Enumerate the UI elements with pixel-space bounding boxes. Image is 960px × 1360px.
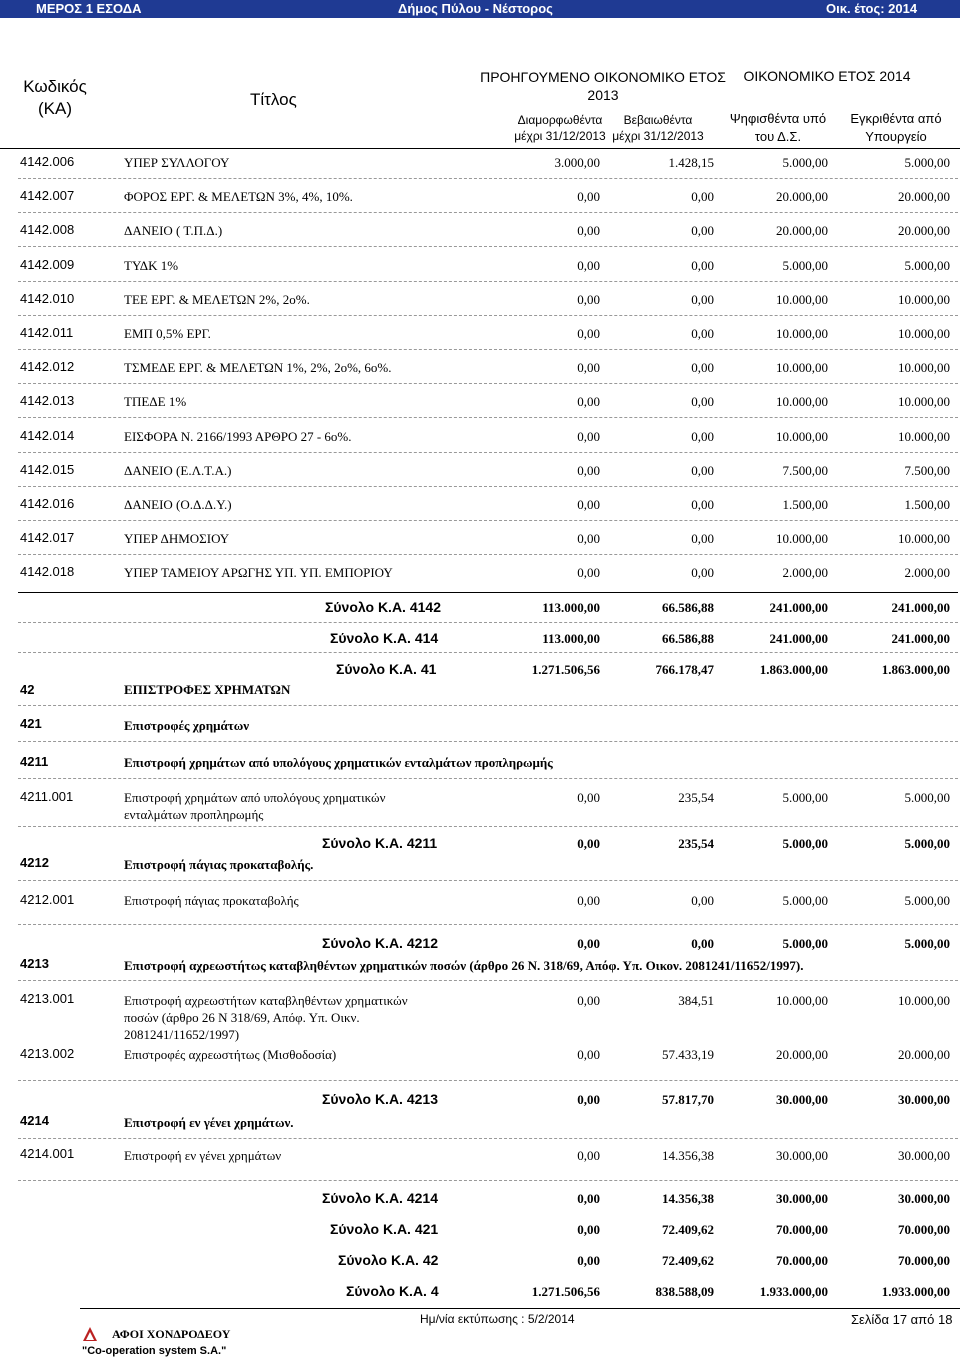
row-code: 4142.007 [20,188,75,203]
section-42-code: 42 [20,682,35,697]
row-value-approved: 7.500,00 [904,463,950,478]
row-value-confirmed: 0,00 [691,429,714,444]
total-4211-v2: 235,54 [678,836,714,851]
item-4211-001-v1: 0,00 [577,790,600,805]
item-4213-001-line1: Επιστροφή αχρεωστήτων καταβληθέντων χρηματικών [124,993,408,1008]
item-4212-001-v2: 0,00 [691,893,714,908]
item-4214-001-v1: 0,00 [577,1148,600,1163]
header-divider [0,148,960,149]
row-code: 4142.013 [20,393,75,408]
row-code: 4142.008 [20,222,75,237]
row-value-voted: 10.000,00 [776,429,828,444]
total-42-v3: 70.000,00 [776,1253,828,1268]
item-4211-001-line1: Επιστροφή χρημάτων από υπολόγους χρηματικών [124,790,386,805]
total-421-v1: 0,00 [577,1222,600,1237]
header-title: Τίτλος [250,90,297,109]
row-value-voted: 1.500,00 [782,497,828,512]
total-4213-v4: 30.000,00 [898,1092,950,1107]
row-value-formed: 3.000,00 [554,155,600,170]
fiscal-year: Οικ. έτος: 2014 [826,1,918,16]
row-code: 4142.006 [20,154,75,169]
row-value-confirmed: 0,00 [691,326,714,341]
row-value-formed: 0,00 [577,565,600,580]
divider [18,1180,958,1181]
row-value-confirmed: 0,00 [691,565,714,580]
total-4142-label: Σύνολο Κ.Α. 4142 [325,599,441,615]
total-4211-v4: 5.000,00 [904,836,950,851]
row-title: ΕΜΠ 0,5% ΕΡΓ. [124,326,211,341]
item-4213-002-v4: 20.000,00 [898,1047,950,1062]
section-4212-code: 4212 [20,855,49,870]
row-code: 4142.015 [20,462,75,477]
item-4212-001-v4: 5.000,00 [904,893,950,908]
row-divider [18,383,958,384]
section-4211-code: 4211 [20,754,49,769]
item-4213-001-code: 4213.001 [20,991,75,1006]
total-4213-v2: 57.817,70 [662,1092,714,1107]
row-divider [18,246,958,247]
total-4212-v2: 0,00 [691,936,714,951]
total-414-v3: 241.000,00 [769,631,828,646]
row-code: 4142.018 [20,564,75,579]
row-value-formed: 0,00 [577,292,600,307]
total-4212-v4: 5.000,00 [904,936,950,951]
row-value-approved: 10.000,00 [898,292,950,307]
row-code: 4142.010 [20,291,75,306]
row-value-voted: 20.000,00 [776,223,828,238]
total-4214-v1: 0,00 [577,1191,600,1206]
header-cur-col2: Εγκριθέντα από Υπουργείο [850,111,942,144]
section-4211-title: Επιστροφή χρημάτων από υπολόγους χρηματικών ενταλμάτων προπληρωμής [124,755,553,770]
row-value-approved: 10.000,00 [898,394,950,409]
total-414-v1: 113.000,00 [542,631,600,646]
total-42-v1: 0,00 [577,1253,600,1268]
row-code: 4142.012 [20,359,75,374]
row-value-voted: 10.000,00 [776,292,828,307]
row-value-approved: 5.000,00 [904,155,950,170]
row-title: ΤΕΕ ΕΡΓ. & ΜΕΛΕΤΩΝ 2%, 2ο%. [124,292,310,307]
section-4214-code: 4214 [20,1113,49,1128]
divider [18,622,958,623]
total-4213-v3: 30.000,00 [776,1092,828,1107]
item-4211-001-v4: 5.000,00 [904,790,950,805]
total-4-v1: 1.271.506,56 [531,1284,600,1299]
row-divider [18,349,958,350]
row-value-confirmed: 0,00 [691,497,714,512]
row-divider [18,315,958,316]
total-4213-label: Σύνολο Κ.Α. 4213 [322,1091,438,1107]
divider [18,652,958,653]
section-4214-title: Επιστροφή εν γένει χρημάτων. [124,1115,294,1130]
section-421-title: Επιστροφές χρημάτων [124,718,250,733]
row-title: ΤΥΔΚ 1% [124,258,179,273]
row-value-formed: 0,00 [577,463,600,478]
divider [18,880,958,881]
item-4214-001-title: Επιστροφή εν γένει χρημάτων [124,1148,282,1163]
total-41-v1: 1.271.506,56 [531,662,600,677]
row-divider [18,554,958,555]
row-divider [18,486,958,487]
total-4-label: Σύνολο Κ.Α. 4 [346,1283,439,1299]
row-value-formed: 0,00 [577,429,600,444]
row-value-formed: 0,00 [577,360,600,375]
item-4211-001-v2: 235,54 [678,790,714,805]
row-title: ΥΠΕΡ ΔΗΜΟΣΙΟΥ [124,531,230,546]
item-4213-001-v4: 10.000,00 [898,993,950,1008]
row-value-formed: 0,00 [577,223,600,238]
row-value-voted: 5.000,00 [782,155,828,170]
total-4211-v3: 5.000,00 [782,836,828,851]
total-4-v2: 838.588,09 [655,1284,714,1299]
row-code: 4142.016 [20,496,75,511]
total-41-v3: 1.863.000,00 [759,662,828,677]
row-value-voted: 10.000,00 [776,394,828,409]
total-4-v4: 1.933.000,00 [881,1284,950,1299]
divider [18,741,958,742]
row-code: 4142.014 [20,428,75,443]
divider [18,705,958,706]
item-4214-001-v2: 14.356,38 [662,1148,714,1163]
item-4213-002-v1: 0,00 [577,1047,600,1062]
divider [18,826,958,827]
item-4211-001-code: 4211.001 [20,789,74,804]
item-4213-002-v2: 57.433,19 [662,1047,714,1062]
row-title: ΥΠΕΡ ΣΥΛΛΟΓΟΥ [124,155,230,170]
total-41-v2: 766.178,47 [655,662,714,677]
row-code: 4142.017 [20,530,75,545]
row-value-approved: 1.500,00 [904,497,950,512]
row-divider [18,178,958,179]
row-value-confirmed: 0,00 [691,463,714,478]
row-title: ΤΣΜΕΔΕ ΕΡΓ. & ΜΕΛΕΤΩΝ 1%, 2%, 2ο%, 6ο%. [124,360,392,375]
row-value-formed: 0,00 [577,326,600,341]
header-cur-year: ΟΙΚΟΝΟΜΙΚΟ ΕΤΟΣ 2014 [743,68,911,84]
row-value-confirmed: 0,00 [691,394,714,409]
row-title: ΕΙΣΦΟΡΑ Ν. 2166/1993 ΑΡΘΡΟ 27 - 6ο%. [124,429,352,444]
item-4213-002-title: Επιστροφές αχρεωστήτως (Μισθοδοσία) [124,1047,337,1062]
item-4214-001-code: 4214.001 [20,1146,75,1161]
row-title: ΦΟΡΟΣ ΕΡΓ. & ΜΕΛΕΤΩΝ 3%, 4%, 10%. [124,189,353,204]
divider [18,1138,958,1139]
row-value-voted: 7.500,00 [782,463,828,478]
item-4212-001-title: Επιστροφή πάγιας προκαταβολής [124,893,299,908]
row-divider [18,452,958,453]
row-value-approved: 5.000,00 [904,258,950,273]
company-system: "Co-operation system S.A." [82,1345,227,1357]
row-value-voted: 2.000,00 [782,565,828,580]
total-4212-v3: 5.000,00 [782,936,828,951]
item-4211-001-v3: 5.000,00 [782,790,828,805]
total-4214-v4: 30.000,00 [898,1191,950,1206]
total-414-v2: 66.586,88 [662,631,714,646]
total-41-v4: 1.863.000,00 [881,662,950,677]
row-value-confirmed: 1.428,15 [668,155,714,170]
row-value-formed: 0,00 [577,497,600,512]
row-value-voted: 20.000,00 [776,189,828,204]
item-4212-001-code: 4212.001 [20,892,75,907]
item-4212-001-v1: 0,00 [577,893,600,908]
item-4213-001-line3: 2081241/11652/1997) [124,1027,240,1042]
total-421-v2: 72.409,62 [662,1222,714,1237]
row-value-approved: 20.000,00 [898,223,950,238]
total-4213-v1: 0,00 [577,1092,600,1107]
total-42-v4: 70.000,00 [898,1253,950,1268]
row-code: 4142.011 [20,325,74,340]
total-4142-v3: 241.000,00 [769,600,828,615]
company-logo-icon [82,1326,98,1342]
total-4211-v1: 0,00 [577,836,600,851]
row-value-voted: 10.000,00 [776,326,828,341]
row-value-formed: 0,00 [577,531,600,546]
row-title: ΔΑΝΕΙΟ (Ο.Δ.Δ.Υ.) [124,497,232,512]
item-4211-001-line2: ενταλμάτων προπληρωμής [124,807,264,822]
row-value-voted: 10.000,00 [776,360,828,375]
row-divider [18,417,958,418]
row-value-confirmed: 0,00 [691,189,714,204]
divider [18,592,958,593]
total-4142-v1: 113.000,00 [542,600,600,615]
total-4211-label: Σύνολο Κ.Α. 4211 [322,835,438,851]
row-divider [18,281,958,282]
row-value-confirmed: 0,00 [691,360,714,375]
row-value-confirmed: 0,00 [691,292,714,307]
header-cur-col1: Ψηφισθέντα υπό του Δ.Σ. [729,111,827,144]
top-bar [0,0,960,18]
footer-divider [80,1308,960,1309]
header-prev-col2: Βεβαιωθέντα μέχρι 31/12/2013 [612,113,704,143]
row-value-formed: 0,00 [577,189,600,204]
item-4213-001-v3: 10.000,00 [776,993,828,1008]
total-414-v4: 241.000,00 [891,631,950,646]
row-value-approved: 10.000,00 [898,531,950,546]
row-title: ΤΠΕΔΕ 1% [124,394,187,409]
item-4213-002-v3: 20.000,00 [776,1047,828,1062]
total-42-v2: 72.409,62 [662,1253,714,1268]
divider [18,980,958,981]
row-value-approved: 2.000,00 [904,565,950,580]
header-prev-year: ΠΡΟΗΓΟΥΜΕΝΟ ΟΙΚΟΝΟΜΙΚΟ ΕΤΟΣ 2013 [480,69,726,103]
row-title: ΥΠΕΡ ΤΑΜΕΙΟΥ ΑΡΩΓΗΣ ΥΠ. ΥΠ. ΕΜΠΟΡΙΟΥ [124,565,393,580]
row-value-formed: 0,00 [577,394,600,409]
total-4-v3: 1.933.000,00 [759,1284,828,1299]
row-value-approved: 10.000,00 [898,326,950,341]
item-4212-001-v3: 5.000,00 [782,893,828,908]
row-value-approved: 20.000,00 [898,189,950,204]
row-value-approved: 10.000,00 [898,429,950,444]
company-name: ΑΦΟΙ ΧΟΝΔΡΟΔΕΟΥ [112,1327,231,1341]
section-4212-title: Επιστροφή πάγιας προκαταβολής. [124,857,314,872]
section-42-title: ΕΠΙΣΤΡΟΦΕΣ ΧΡΗΜΑΤΩΝ [124,682,291,697]
print-date: Ημ/νία εκτύπωσης : 5/2/2014 [420,1312,575,1326]
row-divider [18,520,958,521]
total-421-v3: 70.000,00 [776,1222,828,1237]
divider [18,778,958,779]
header-prev-col1: Διαμορφωθέντα μέχρι 31/12/2013 [514,113,606,143]
total-4142-v4: 241.000,00 [891,600,950,615]
divider [18,924,958,925]
total-4142-v2: 66.586,88 [662,600,714,615]
row-value-voted: 10.000,00 [776,531,828,546]
item-4214-001-v4: 30.000,00 [898,1148,950,1163]
section-4213-title: Επιστροφή αχρεωστήτως καταβληθέντων χρηματικών ποσών (άρθρο 26 Ν. 318/69, Απόφ. Υπ. Οικον. 2081241/11652/1997). [124,958,804,973]
total-414-label: Σύνολο Κ.Α. 414 [330,630,439,646]
item-4213-001-line2: ποσών (άρθρο 26 Ν 318/69, Απόφ. Υπ. Οικν. [124,1010,360,1025]
row-value-voted: 5.000,00 [782,258,828,273]
total-4212-v1: 0,00 [577,936,600,951]
item-4213-001-v2: 384,51 [678,993,714,1008]
row-value-formed: 0,00 [577,258,600,273]
item-4213-001-v1: 0,00 [577,993,600,1008]
row-divider [18,212,958,213]
section-title: ΜΕΡΟΣ 1 ΕΣΟΔΑ [36,1,142,16]
item-4214-001-v3: 30.000,00 [776,1148,828,1163]
section-4213-code: 4213 [20,956,49,971]
row-value-approved: 10.000,00 [898,360,950,375]
header-code: Κωδικός (ΚΑ) [23,77,87,118]
item-4213-002-code: 4213.002 [20,1046,75,1061]
total-4214-v3: 30.000,00 [776,1191,828,1206]
row-value-confirmed: 0,00 [691,531,714,546]
total-421-v4: 70.000,00 [898,1222,950,1237]
municipality-name: Δήμος Πύλου - Νέστορος [398,1,553,16]
total-4212-label: Σύνολο Κ.Α. 4212 [322,935,438,951]
total-421-label: Σύνολο Κ.Α. 421 [330,1221,439,1237]
page-number: Σελίδα 17 από 18 [851,1312,953,1327]
row-value-confirmed: 0,00 [691,223,714,238]
section-421-code: 421 [20,716,42,731]
row-title: ΔΑΝΕΙΟ ( Τ.Π.Δ.) [124,223,223,238]
total-41-label: Σύνολο Κ.Α. 41 [336,661,437,677]
divider [18,1080,958,1081]
row-title: ΔΑΝΕΙΟ (Ε.Λ.Τ.Α.) [124,463,232,478]
total-42-label: Σύνολο Κ.Α. 42 [338,1252,439,1268]
total-4214-label: Σύνολο Κ.Α. 4214 [322,1190,438,1206]
row-value-confirmed: 0,00 [691,258,714,273]
total-4214-v2: 14.356,38 [662,1191,714,1206]
row-code: 4142.009 [20,257,75,272]
